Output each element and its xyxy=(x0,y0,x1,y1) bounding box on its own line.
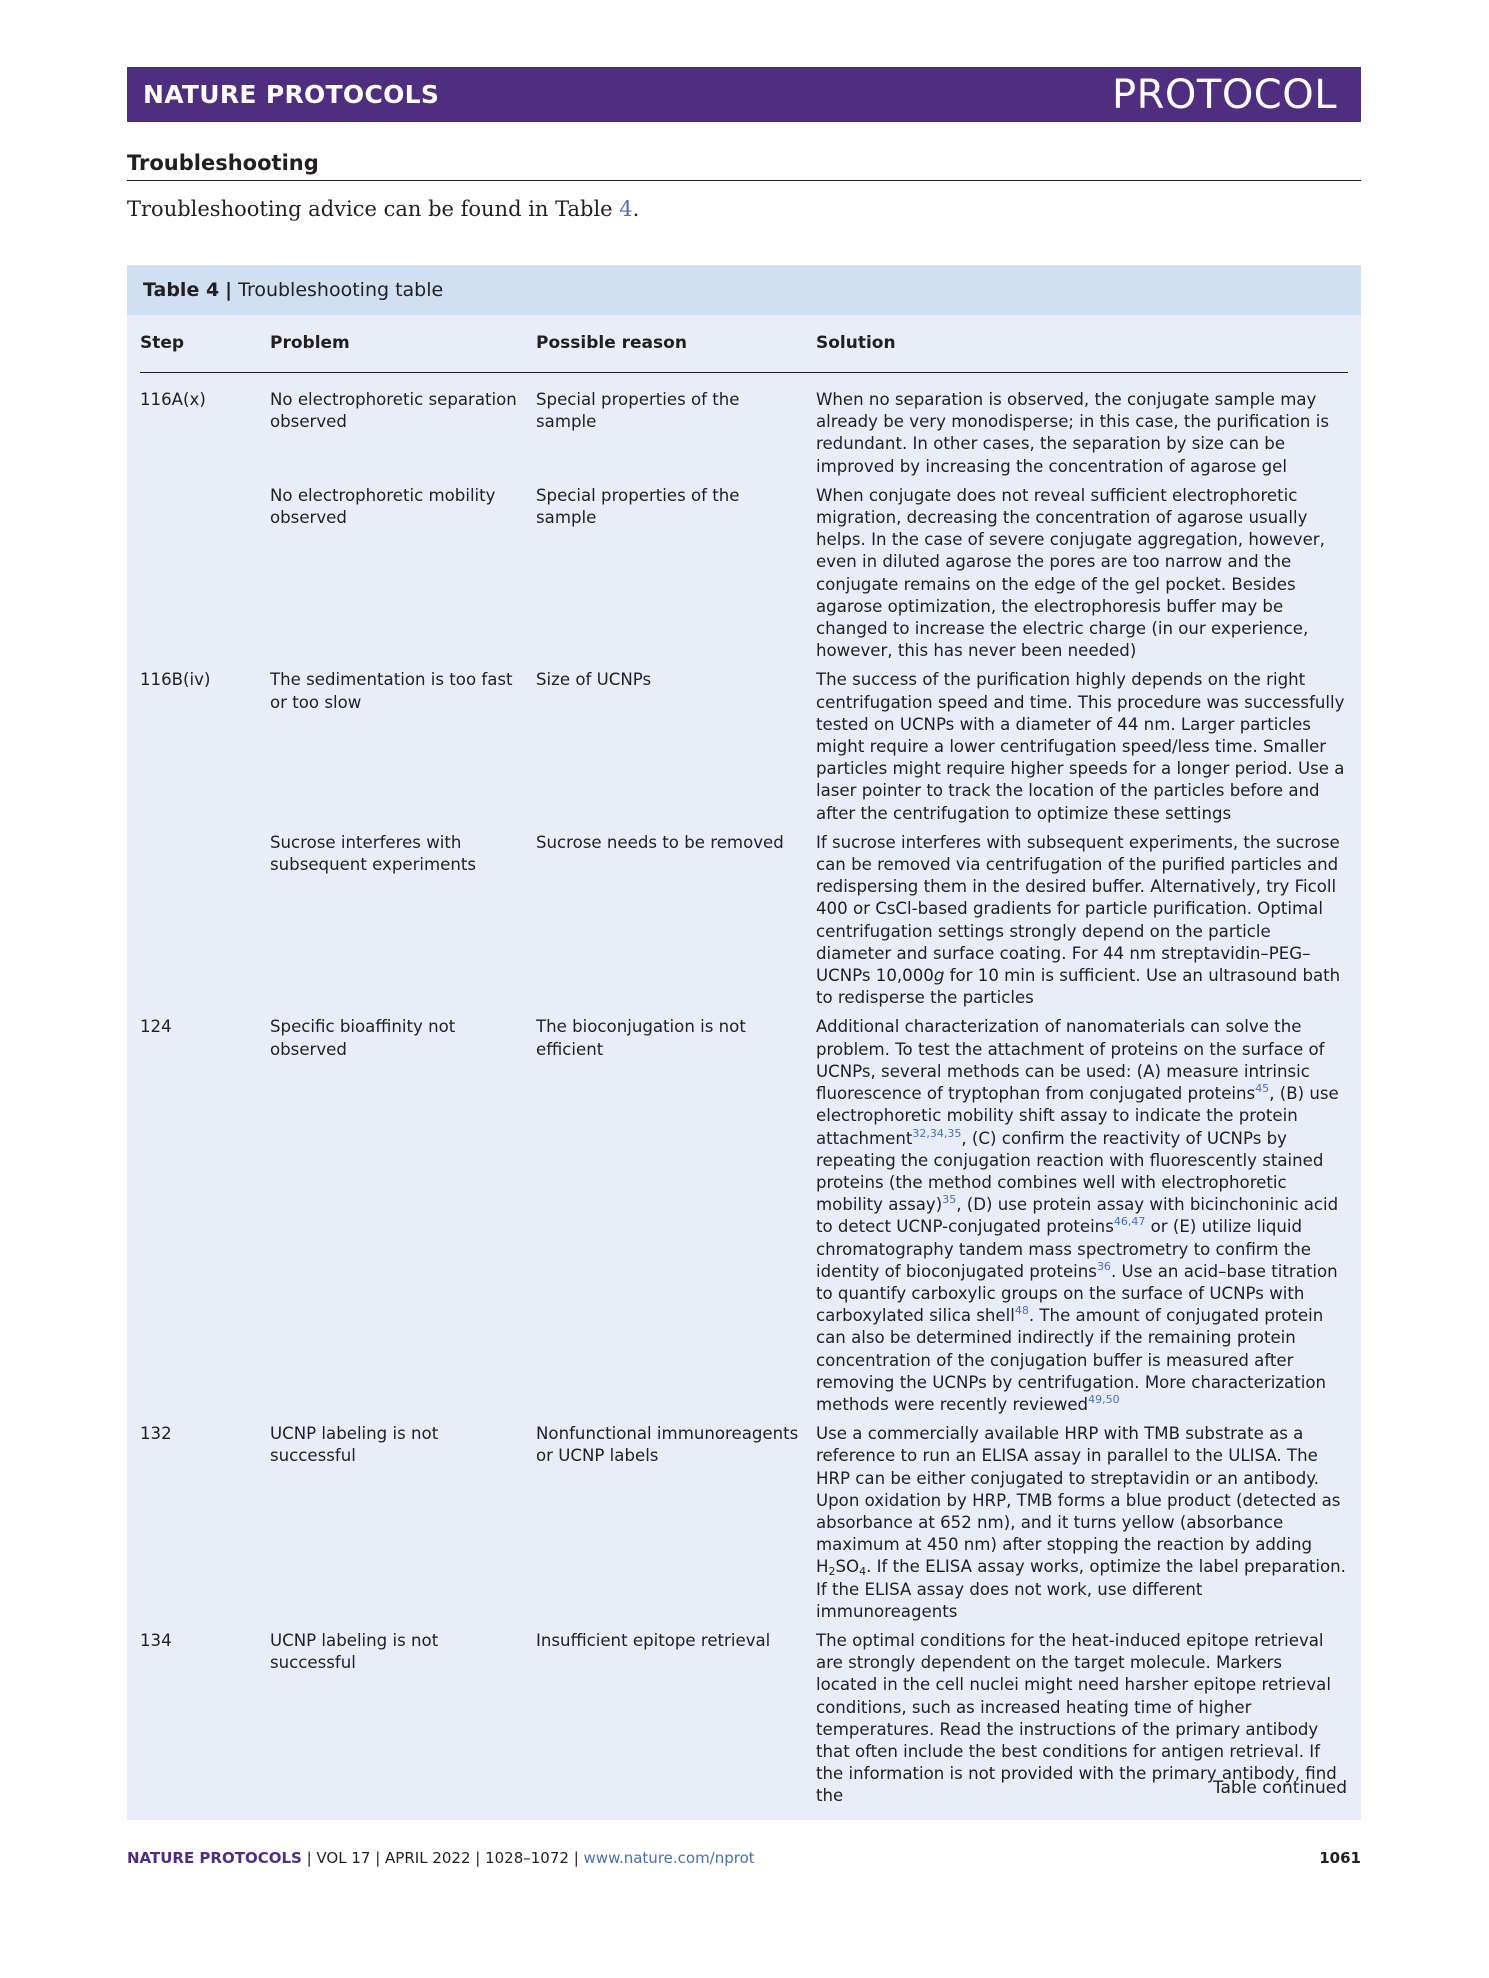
reference-link[interactable]: 35 xyxy=(942,1193,957,1207)
table-caption xyxy=(127,265,1361,315)
table-row xyxy=(140,669,1348,831)
problem-cell: UCNP labeling is not successful xyxy=(270,1630,439,1673)
footer-journal: NATURE PROTOCOLS xyxy=(127,1849,302,1867)
footer-url-link[interactable]: www.nature.com/nprot xyxy=(583,1849,755,1867)
table-row xyxy=(140,485,1348,670)
solution-cell: The optimal conditions for the heat-induced epitope retrieval are strongly dependent on the target molecule. Markers located in the cell nuclei might need harsher epitope retrieval conditions, such as increased heating time of higher temperatures. Read the instructions of the primary antibody that often include the best conditions for antigen retrieval. If the information is not provided with the primary antibody, find the xyxy=(816,1630,1337,1806)
problem-cell: Specific bioaffinity not observed xyxy=(270,1017,456,1059)
caption-separator: | xyxy=(225,279,233,301)
reference-link[interactable]: 36 xyxy=(1096,1259,1111,1273)
step-cell: 116A(x) xyxy=(140,390,206,409)
table-row xyxy=(140,1016,1348,1423)
table-continued-note: Table continued xyxy=(1212,1778,1347,1798)
gravity-unit: g xyxy=(933,966,945,986)
reason-cell: Special properties of the sample xyxy=(536,485,740,528)
table-row xyxy=(140,832,1348,1017)
problem-cell: The sedimentation is too fast or too slow xyxy=(270,670,513,712)
column-header: Problem xyxy=(270,315,536,373)
solution-cell: The success of the purification highly depends on the right centrifugation speed and time. This procedure was successfully tested on UCNPs with a diameter of 44 nm. Larger particles might require a lower centrifugation speed/less time. Smaller particles might require higher speeds for a longer period. Use a laser pointer to track the location of the particles before and after the centrifugation to optimize these settings xyxy=(816,670,1345,823)
intro-paragraph: Troubleshooting advice can be found in Table 4. xyxy=(127,197,640,221)
solution-cell: Additional characterization of nanomaterials can solve the problem. To test the attachment of proteins on the surface of UCNPs, several methods can be used: (A) measure intrinsic fluorescence of tryptophan from conjugated proteins$^{45}$, (B) use electrophoretic mobility shift assay to indicate the protein attachment$^{32,34,35}$, (C) confirm the reactivity of UCNPs by repeating the conjugation reaction with fluorescently stained proteins (the method combines well with electrophoretic mobility assay)$^{35}$, (D) use protein assay with bicinchoninic acid to detect UCNP-conjugated proteins$^{46,47}$ or (E) utilize liquid chromatography tandem mass spectrometry to confirm the identity of bioconjugated proteins$^{36}$. Use an acid–base titration to quantify carboxylic groups on the surface of UCNPs with carboxylated silica shell$^{48}$. The amount of conjugated protein can also be determined indirectly if the remaining protein concentration of the conjugation buffer is measured after removing the UCNPs by centrifugation. More characterization methods were recently reviewed$^{49,50}$ xyxy=(816,1017,1339,1414)
step-cell: 132 xyxy=(140,1424,172,1444)
step-cell: 124 xyxy=(140,1017,172,1037)
table-row xyxy=(140,373,1348,485)
footer-citation: NATURE PROTOCOLS | VOL 17 | APRIL 2022 | 1028–1072 | www.nature.com/nprot xyxy=(127,1849,755,1867)
header-row xyxy=(140,315,1348,373)
step-cell: 134 xyxy=(140,1630,172,1650)
reference-link[interactable]: 49,50 xyxy=(1088,1392,1120,1406)
page-number: 1061 xyxy=(1319,1849,1361,1867)
troubleshooting-table xyxy=(127,265,1361,1820)
article-type: PROTOCOL xyxy=(1111,71,1337,118)
reason-cell: Special properties of the sample xyxy=(536,390,740,432)
reason-cell: Insufficient epitope retrieval xyxy=(536,1630,771,1650)
table-title: Troubleshooting table xyxy=(238,279,444,301)
journal-name: NATURE PROTOCOLS xyxy=(143,80,440,109)
solution-cell: Use a commercially available HRP with TMB substrate as a reference to run an ELISA assay in parallel to the ULISA. The HRP can be either conjugated to streptavidin or an antibody. Upon oxidation by HRP, TMB forms a blue product (detected as absorbance at 652 nm), and it turns yellow (absorbance maximum at 450 nm) after stopping the reaction by adding $H_2SO_4$. If the ELISA assay works, optimize the label preparation. If the ELISA assay does not work, use different immunoreagents xyxy=(816,1424,1346,1621)
table-row xyxy=(140,1423,1348,1630)
reason-cell: The bioconjugation is not efficient xyxy=(536,1017,746,1059)
reason-cell: Nonfunctional immunoreagents or UCNP labels xyxy=(536,1424,799,1466)
solution-cell: When conjugate does not reveal sufficient electrophoretic migration, decreasing the concentration of agarose usually helps. In the case of severe conjugate aggregation, however, even in diluted agarose the pores are too narrow and the conjugate remains on the edge of the gel pocket. Besides agarose optimization, the electrophoresis buffer may be changed to increase the electric charge (in our experience, however, this has never been needed) xyxy=(816,485,1325,661)
step-cell xyxy=(140,832,270,1017)
column-header: Solution xyxy=(816,315,1348,373)
step-cell: 116B(iv) xyxy=(140,670,211,690)
column-header: Possible reason xyxy=(536,315,816,373)
step-cell xyxy=(140,485,270,670)
problem-cell: No electrophoretic mobility observed xyxy=(270,485,496,528)
reason-cell: Size of UCNPs xyxy=(536,670,652,690)
reference-link[interactable]: 32,34,35 xyxy=(912,1126,962,1140)
solution-cell: If sucrose interferes with subsequent experiments, the sucrose can be removed via centrifugation of the purified particles and redispersing them in the desired buffer. Alternatively, try Ficoll 400 or CsCl-based gradients for particle purification. Optimal centrifugation settings strongly depend on the particle diameter and surface coating. For 44 nm streptavidin–PEG–UCNPs 10,000g for 10 min is sufficient. Use an ultrasound bath to redisperse the particles xyxy=(816,832,1341,1008)
table-link[interactable]: 4 xyxy=(619,197,633,221)
solution-cell: When no separation is observed, the conjugate sample may already be very monodisperse; in this case, the purification is redundant. In other cases, the separation by size can be improved by increasing the concentration of agarose gel xyxy=(816,390,1329,476)
reason-cell: Sucrose needs to be removed xyxy=(536,832,784,852)
table-grid xyxy=(140,315,1348,1815)
problem-cell: No electrophoretic separation observed xyxy=(270,390,517,432)
reference-link[interactable]: 45 xyxy=(1255,1082,1270,1096)
reference-link[interactable]: 46,47 xyxy=(1113,1215,1146,1229)
table-number: Table 4 xyxy=(143,279,220,301)
section-title: Troubleshooting xyxy=(127,151,1361,181)
table-row xyxy=(140,1630,1348,1815)
page-footer xyxy=(127,1849,1361,1867)
problem-cell: Sucrose interferes with subsequent experiments xyxy=(270,832,477,875)
column-header: Step xyxy=(140,315,270,373)
problem-cell: UCNP labeling is not successful xyxy=(270,1424,439,1466)
journal-banner xyxy=(127,67,1361,122)
reference-link[interactable]: 48 xyxy=(1014,1304,1029,1318)
